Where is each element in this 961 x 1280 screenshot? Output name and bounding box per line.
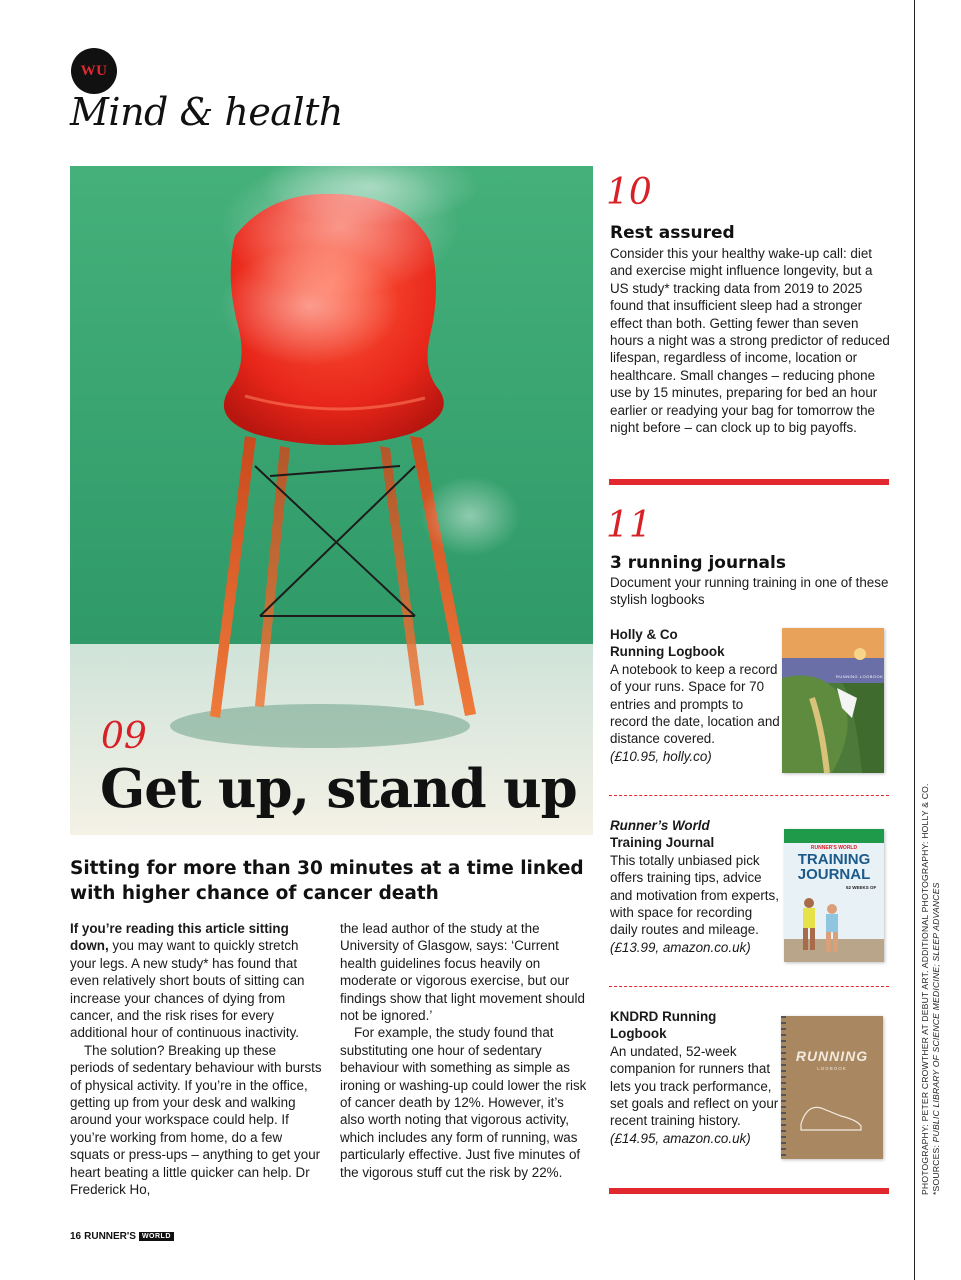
footer-brand-box: WORLD [139, 1232, 174, 1241]
page-footer [70, 1231, 174, 1242]
footer-brand: RUNNER'S [84, 1231, 136, 1242]
journal-item [610, 1008, 780, 1147]
body-paragraph: the lead author of the study at the University of Glasgow, says: ‘Current health guidelines focus heavily on moderate or vigorous exercise, but our findings show that light movement should not be ignored.’ [340, 921, 585, 1024]
cover-sub: 52 WEEKS OF [846, 885, 877, 890]
body-paragraph: For example, the study found that substituting one hour of sedentary behaviour with something as simple as ironing or washing-up could lower the risk of cancer death by 12%. However, it’s also worth noting that vigorous activity, which includes any form of running, was particularly effective. Just five minutes of the vigorous stuff cut the risk by 22%. [340, 1025, 587, 1180]
journal-title: Runner’s World Training Journal [610, 818, 715, 851]
red-chair-illustration [70, 166, 593, 835]
lead-in: If you’re reading this article sitting down, [70, 921, 289, 954]
journal-desc: An undated, 52-week companion for runners that lets you track performance, set goals and reflect on your recent training history. [610, 1043, 779, 1129]
journal-desc: This totally unbiased pick offers training tips, advice and motivation from experts, with space for recording daily routes and mileage. [610, 852, 779, 938]
journals-number: 11 [606, 505, 652, 546]
page-edge-rule [914, 0, 915, 1280]
journal-title: KNDRD Running Logbook [610, 1009, 717, 1042]
rw-training-journal-cover [784, 829, 884, 962]
cover-brand: RUNNER'S WORLD [810, 845, 858, 851]
item-divider [609, 986, 889, 987]
hero-illustration [70, 166, 593, 835]
rest-number: 10 [606, 172, 652, 213]
section-divider [609, 1188, 889, 1194]
cover-sub: LOGBOOK [817, 1066, 847, 1071]
article-headline: Get up, stand up [100, 758, 577, 820]
journal-desc: A notebook to keep a record of your runs. Space for 70 entries and prompts to record the date, location and distance covered. [610, 661, 780, 747]
rest-body: Consider this your healthy wake-up call: diet and exercise might influence longevity, but a US study* tracking data from 2019 to 2025 found that insufficient sleep had a stronger effect than both. Getting fewer than seven hours a night was a strong predictor of reduced lifespan, regardless of income, location or healthcare. Small changes – reducing phone use by 15 minutes, preparing for bed an hour earlier or readying your bag for tomorrow the night before – can clock up to big payoffs. [610, 246, 890, 436]
sources-line: *SOURCES: PUBLIC LIBRARY OF SCIENCE MEDICINE; SLEEP ADVANCES [931, 882, 941, 1195]
section-title: Mind & health [70, 90, 343, 134]
journal-title: Holly & Co Running Logbook [610, 627, 725, 660]
journal-price: (£13.99, amazon.co.uk) [610, 939, 751, 955]
cover-title: TRAINING JOURNAL [797, 851, 871, 883]
journals-heading: 3 running journals [610, 553, 786, 573]
article-standfirst: Sitting for more than 30 minutes at a time linked with higher chance of cancer death [70, 858, 584, 904]
page-number: 16 [70, 1231, 82, 1242]
body-column-2 [340, 920, 592, 1181]
shoe-icon [797, 1094, 867, 1134]
cover-title: RUNNING [795, 1048, 869, 1064]
holly-logbook-cover [782, 628, 884, 773]
journal-price: (£14.95, amazon.co.uk) [610, 1130, 751, 1146]
section-badge [71, 48, 117, 94]
cover-text: RUNNING LOGBOOK [836, 674, 884, 679]
article-number: 09 [101, 716, 147, 757]
kndrd-logbook-cover [781, 1016, 883, 1159]
photo-credits [920, 715, 942, 1195]
body-text: you may want to quickly stretch your legs. A new study* has found that even relatively short bouts of sitting can increase your chances of dying from cancer, and the risk rises for every additional hour of continuous inactivity. [70, 938, 305, 1041]
body-paragraph: The solution? Breaking up these periods of sedentary behaviour with bursts of physical activity. If you’re in the office, getting up from your desk and walking around your workspace could help. If you’re working from home, do a few squats or press-ups – anything to get your heart beating a little quicker can help. Dr Frederick Ho, [70, 1042, 322, 1198]
journal-item [610, 817, 780, 956]
journal-item [610, 626, 780, 765]
item-divider [609, 795, 889, 796]
rest-heading: Rest assured [610, 223, 735, 243]
section-divider [609, 479, 889, 485]
journals-intro: Document your running training in one of these stylish logbooks [610, 575, 889, 608]
body-paragraph [70, 920, 322, 1042]
badge-label: WU [80, 62, 108, 79]
body-column-1 [70, 920, 322, 1199]
journal-price: (£10.95, holly.co) [610, 748, 712, 764]
credit-line: PHOTOGRAPHY: PETER CROWTHER AT DEBUT ART. ADDITIONAL PHOTOGRAPHY: HOLLY & CO. [920, 783, 930, 1195]
